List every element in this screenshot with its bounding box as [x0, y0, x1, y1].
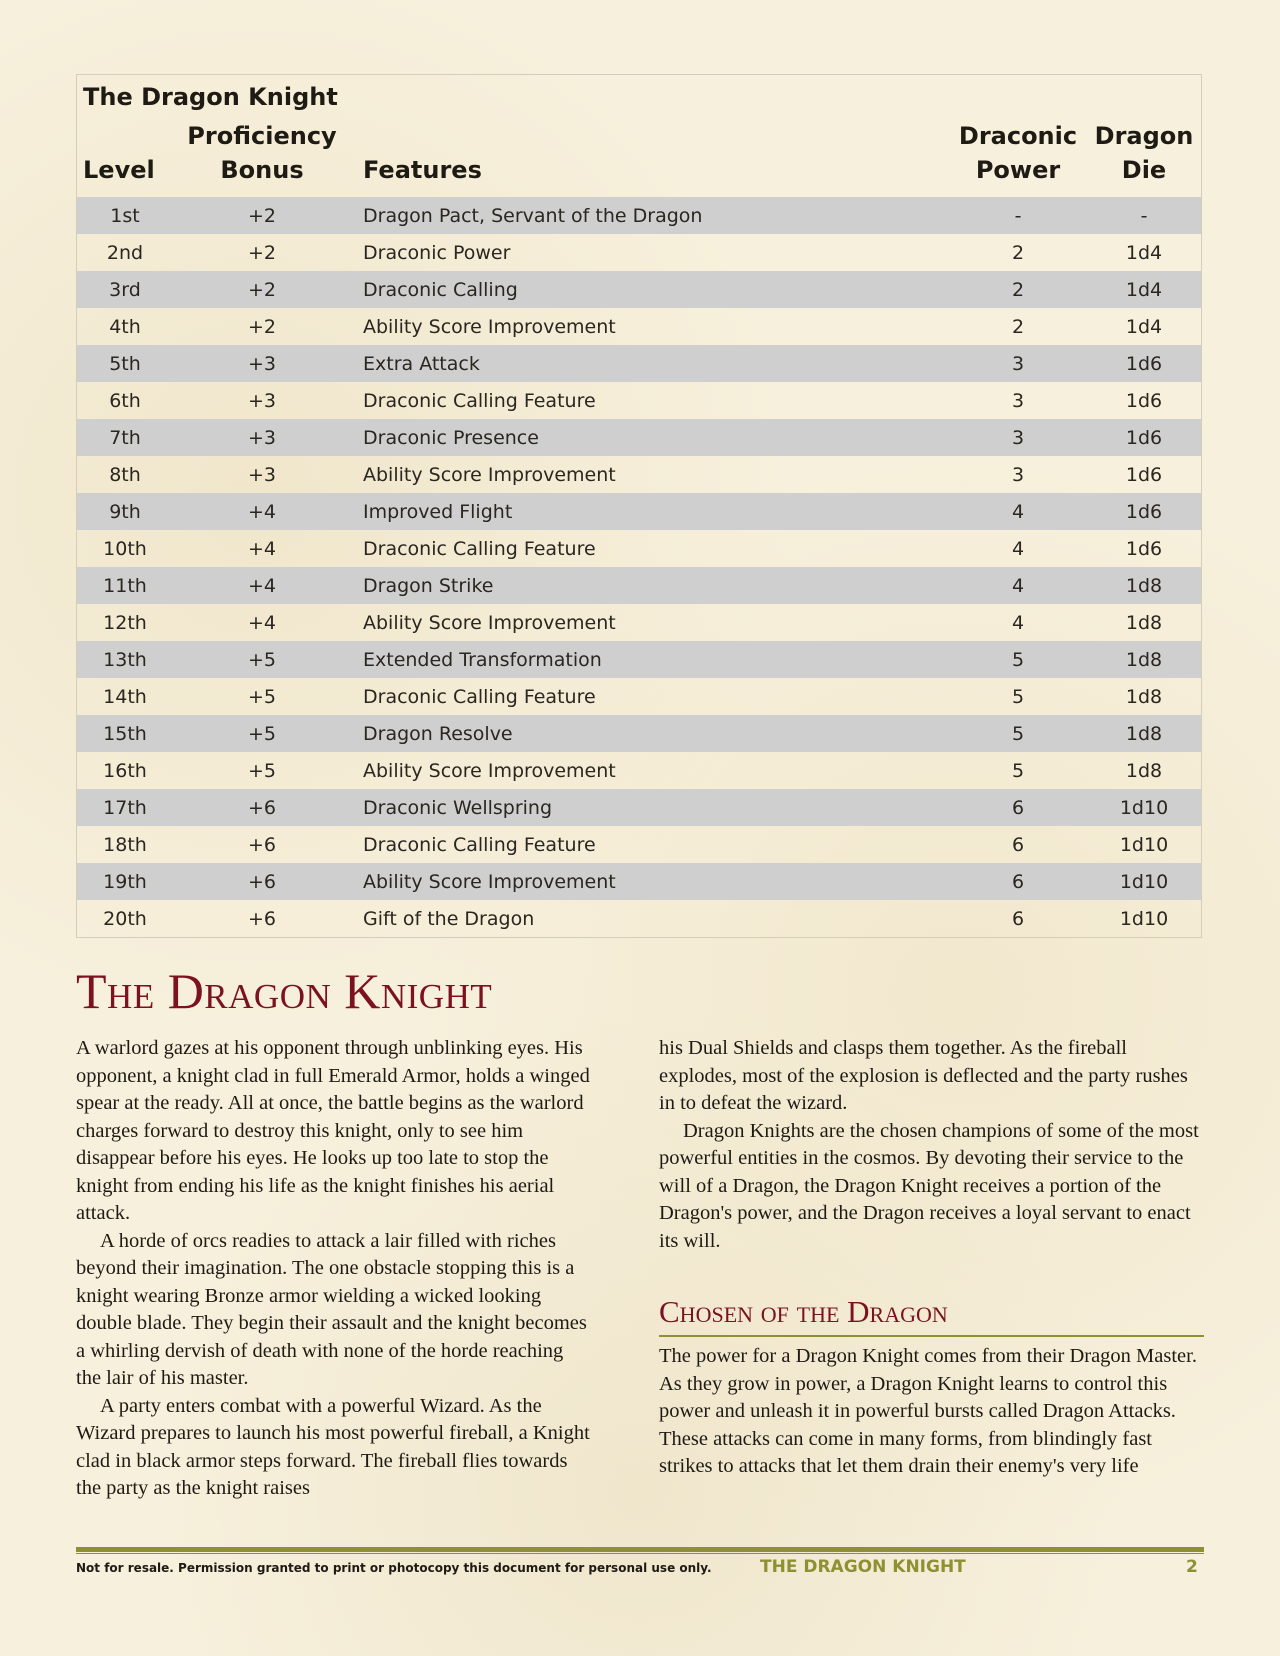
cell-level: 20th	[103, 907, 147, 930]
cell-level: 19th	[77, 863, 173, 900]
table-row	[77, 715, 1201, 752]
cell-dragon-die: -	[1087, 197, 1201, 234]
cell-draconic-power: 6	[949, 789, 1087, 826]
cell-dragon-die: 1d4	[1087, 271, 1201, 308]
paragraph: The power for a Dragon Knight comes from their Dragon Master. As they grow in power, a Dragon Knight learns to control this power and unleash it in powerful bursts called Dragon Attacks. These attacks can come in many forms, from blindingly fast strikes to attacks that let them drain their enemy's very life	[659, 1345, 1197, 1477]
cell-draconic-power: 6	[1011, 833, 1025, 856]
cell-dragon-die: 1d10	[1119, 833, 1169, 856]
cell-features: Ability Score Improvement	[351, 863, 949, 900]
cell-proficiency: +6	[247, 833, 276, 856]
table-row	[77, 826, 1201, 863]
cell-features: Ability Score Improvement	[363, 759, 616, 782]
page-number: 2	[1186, 1557, 1198, 1577]
cell-draconic-power: 4	[949, 567, 1087, 604]
cell-features: Dragon Resolve	[351, 715, 949, 752]
cell-proficiency: +2	[247, 315, 276, 338]
cell-features: Draconic Calling Feature	[363, 685, 596, 708]
table-row	[77, 604, 1201, 641]
cell-draconic-power: 5	[1011, 685, 1025, 708]
table-row	[77, 234, 1201, 271]
table-row	[77, 456, 1201, 493]
table-row	[77, 789, 1201, 826]
table-body	[77, 197, 1201, 937]
table-row	[77, 641, 1201, 678]
cell-level: 13th	[77, 641, 173, 678]
cell-features: Extended Transformation	[351, 641, 949, 678]
cell-level: 3rd	[77, 271, 173, 308]
cell-level: 12th	[103, 611, 147, 634]
cell-level: 1st	[77, 197, 173, 234]
cell-dragon-die: 1d8	[1087, 641, 1201, 678]
cell-dragon-die: 1d8	[1125, 611, 1163, 634]
cell-level: 16th	[103, 759, 147, 782]
header-dragon-die: Dragon Die	[1094, 122, 1194, 184]
cell-level: 10th	[103, 537, 147, 560]
subheading-chosen-of-the-dragon: Chosen of the Dragon	[659, 1293, 1204, 1337]
cell-level: 14th	[103, 685, 147, 708]
cell-draconic-power: 2	[1011, 241, 1025, 264]
cell-proficiency: +3	[247, 463, 276, 486]
cell-features: Dragon Strike	[351, 567, 949, 604]
cell-draconic-power: 2	[1011, 315, 1025, 338]
cell-draconic-power: 5	[949, 715, 1087, 752]
header-features: Features	[363, 156, 482, 184]
footer-title: THE DRAGON KNIGHT	[760, 1557, 966, 1577]
cell-proficiency: +3	[173, 419, 351, 456]
cell-draconic-power: -	[949, 197, 1087, 234]
cell-dragon-die: 1d8	[1125, 759, 1163, 782]
table-row	[77, 752, 1201, 789]
table-row	[77, 493, 1201, 530]
cell-features: Draconic Calling Feature	[363, 389, 596, 412]
cell-level: 9th	[77, 493, 173, 530]
cell-draconic-power: 6	[1011, 907, 1025, 930]
table-row	[77, 567, 1201, 604]
cell-proficiency: +4	[247, 537, 276, 560]
cell-proficiency: +4	[247, 611, 276, 634]
cell-features: Draconic Presence	[351, 419, 949, 456]
cell-proficiency: +6	[247, 907, 276, 930]
cell-draconic-power: 3	[1011, 463, 1025, 486]
cell-features: Gift of the Dragon	[363, 907, 535, 930]
cell-draconic-power: 5	[949, 641, 1087, 678]
table-title: The Dragon Knight	[83, 83, 338, 111]
paragraph: A warlord gazes at his opponent through unblinking eyes. His opponent, a knight clad in full Emerald Armor, holds a winged spear at the ready. All at once, the battle begins as the warlord charges forward to destroy this knight, only to see him disappear before his eyes. He looks up too late to stop the knight from ending his life as the knight finishes his aerial attack.	[76, 1037, 590, 1224]
cell-features: Dragon Pact, Servant of the Dragon	[351, 197, 949, 234]
cell-level: 18th	[103, 833, 147, 856]
cell-dragon-die: 1d8	[1125, 685, 1163, 708]
cell-proficiency: +5	[247, 759, 276, 782]
header-draconic-power: Draconic Power	[958, 122, 1078, 184]
cell-draconic-power: 3	[1011, 389, 1025, 412]
table-row	[77, 345, 1201, 382]
cell-dragon-die: 1d6	[1125, 463, 1163, 486]
table-header-row	[77, 115, 1201, 197]
footer-rule	[76, 1547, 1204, 1552]
cell-proficiency: +6	[173, 789, 351, 826]
cell-draconic-power: 2	[949, 271, 1087, 308]
cell-dragon-die: 1d8	[1087, 567, 1201, 604]
cell-proficiency: +4	[173, 493, 351, 530]
cell-dragon-die: 1d8	[1087, 715, 1201, 752]
cell-proficiency: +5	[173, 715, 351, 752]
cell-draconic-power: 4	[1011, 537, 1025, 560]
cell-dragon-die: 1d6	[1087, 345, 1201, 382]
footer-legal-notice: Not for resale. Permission granted to print or photocopy this document for personal use only.	[76, 1561, 712, 1575]
cell-features: Ability Score Improvement	[363, 315, 616, 338]
table-row	[77, 900, 1201, 937]
cell-level: 7th	[77, 419, 173, 456]
table-row	[77, 419, 1201, 456]
cell-proficiency: +2	[247, 241, 276, 264]
cell-dragon-die: 1d6	[1125, 537, 1163, 560]
cell-features: Ability Score Improvement	[363, 463, 616, 486]
cell-level: 4th	[109, 315, 141, 338]
table-row	[77, 271, 1201, 308]
cell-draconic-power: 4	[1011, 611, 1025, 634]
cell-level: 2nd	[106, 241, 144, 264]
cell-dragon-die: 1d4	[1125, 241, 1163, 264]
table-row	[77, 530, 1201, 567]
header-proficiency: Proficiency Bonus	[187, 122, 337, 184]
paragraph: Dragon Knights are the chosen champions of some of the most powerful entities in the cosmos. By devoting their service to the will of a Dragon, the Dragon Knight receives a portion of the Dragon's power, and the Dragon receives a loyal servant to enact its will.	[659, 1119, 1199, 1252]
cell-dragon-die: 1d10	[1119, 907, 1169, 930]
paragraph: A party enters combat with a powerful Wizard. As the Wizard prepares to launch his most powerful fireball, a Knight clad in black armor steps forward. The fireball flies towards the party as the knight raises	[76, 1394, 590, 1499]
cell-proficiency: +6	[173, 863, 351, 900]
class-table	[76, 74, 1202, 938]
right-column	[659, 1035, 1204, 1481]
cell-draconic-power: 3	[949, 419, 1087, 456]
table-row	[77, 382, 1201, 419]
cell-draconic-power: 5	[1011, 759, 1025, 782]
paragraph: his Dual Shields and clasps them together. As the fireball explodes, most of the explosion is deflected and the party rushes in to defeat the wizard.	[659, 1037, 1188, 1114]
cell-draconic-power: 6	[949, 863, 1087, 900]
cell-proficiency: +4	[173, 567, 351, 604]
cell-features: Draconic Calling	[351, 271, 949, 308]
cell-proficiency: +2	[173, 271, 351, 308]
left-column	[76, 1035, 592, 1503]
cell-dragon-die: 1d10	[1087, 863, 1201, 900]
section-heading: The Dragon Knight	[76, 963, 493, 1019]
cell-draconic-power: 4	[949, 493, 1087, 530]
cell-features: Improved Flight	[351, 493, 949, 530]
cell-dragon-die: 1d6	[1087, 493, 1201, 530]
cell-dragon-die: 1d4	[1125, 315, 1163, 338]
cell-proficiency: +3	[173, 345, 351, 382]
cell-dragon-die: 1d10	[1087, 789, 1201, 826]
cell-draconic-power: 3	[949, 345, 1087, 382]
cell-proficiency: +3	[247, 389, 276, 412]
header-level: Level	[83, 156, 155, 184]
cell-features: Extra Attack	[351, 345, 949, 382]
cell-features: Draconic Wellspring	[351, 789, 949, 826]
cell-proficiency: +2	[173, 197, 351, 234]
cell-level: 15th	[77, 715, 173, 752]
cell-features: Draconic Calling Feature	[363, 537, 596, 560]
cell-level: 17th	[77, 789, 173, 826]
progression-table	[77, 115, 1201, 937]
cell-proficiency: +5	[247, 685, 276, 708]
cell-level: 5th	[77, 345, 173, 382]
cell-dragon-die: 1d6	[1087, 419, 1201, 456]
table-row	[77, 308, 1201, 345]
table-row	[77, 678, 1201, 715]
table-row	[77, 863, 1201, 900]
cell-level: 6th	[109, 389, 141, 412]
cell-level: 8th	[109, 463, 141, 486]
cell-level: 11th	[77, 567, 173, 604]
table-row	[77, 197, 1201, 234]
cell-dragon-die: 1d6	[1125, 389, 1163, 412]
paragraph: A horde of orcs readies to attack a lair filled with riches beyond their imagination. The one obstacle stopping this is a knight wearing Bronze armor wielding a wicked looking double blade. They begin their assault and the knight becomes a whirling dervish of death with none of the horde reaching the lair of his master.	[76, 1229, 587, 1389]
cell-features: Draconic Power	[363, 241, 511, 264]
cell-proficiency: +5	[173, 641, 351, 678]
cell-features: Draconic Calling Feature	[363, 833, 596, 856]
cell-features: Ability Score Improvement	[363, 611, 616, 634]
